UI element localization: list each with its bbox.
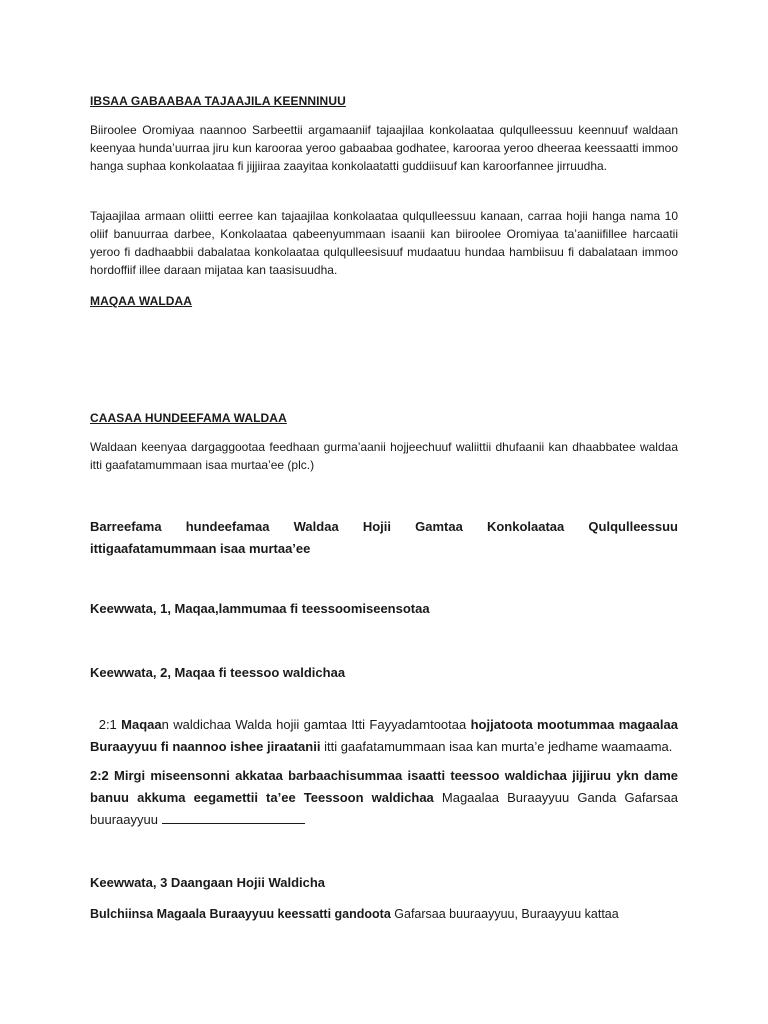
- title-word: Waldaa: [293, 519, 339, 534]
- paragraph-services: Tajaajilaa armaan oliitti eerree kan tajaajilaa konkolaataa qulqulleessuu kanaan, carraa hojii hanga nama 10 oliif banuurraa darbee, Konkolaataa qabeenyummaan isaanii kan biiroolee Oromiyaa ta’aaniifillee harcaatii yeroo fi dadhaabbii dabalataa konkolaataa qulqulleesisuuf mudaatuu hundaa hambiisuu fi dabalataan immoo hordoffiif illee daraan mijataa kan taasisuudha.: [90, 209, 678, 277]
- clause-text: itti gaafatamummaan isaa kan murta’e jedhame waamaama.: [324, 739, 673, 754]
- clause-text: n waldichaa Walda hojii gamtaa Itti Fayyadamtootaa: [161, 717, 467, 732]
- heading-maqaa-waldaa: MAQAA WALDAA: [90, 294, 193, 308]
- fill-in-blank-line: [162, 811, 305, 824]
- title-word: Barreefama: [90, 519, 162, 534]
- title-word: Qulqulleessuu: [588, 519, 678, 534]
- clause-text: Magaalaa Buraayyuu Ganda Gafarsaa buuraayyuu: [90, 790, 678, 827]
- clause-text: Gafarsaa buuraayyuu, Buraayyuu kattaa: [390, 907, 619, 921]
- clause-bold-text: 2:2 Mirgi miseensonni akkataa barbaachisummaa isaatti teessoo waldichaa jijjiruu ykn dame banuu akkuma eegamettii ta’ee Teessoon waldichaa: [90, 768, 678, 805]
- clause-bold-text: Bulchiinsa Magaala Buraayyuu keessatti gandoota: [90, 907, 391, 921]
- heading-ibsaa: IBSAA GABAABAA TAJAAJILA KEENNINUU: [90, 94, 346, 108]
- clause-2-1: [90, 714, 678, 758]
- clause-2-2: [90, 765, 678, 831]
- title-word: Konkolaataa: [486, 519, 565, 534]
- title-word: hundeefamaa: [185, 519, 270, 534]
- clause-bold-text: Maqaa: [121, 717, 162, 732]
- title-word: Gamtaa: [415, 519, 463, 534]
- clause-number: 2:1: [98, 717, 117, 732]
- paragraph-bulchiinsa: [90, 903, 678, 925]
- clause-bold-text: hojjatoota mootummaa magaalaa Buraayyuu fi naannoo ishee jiraatanii: [90, 717, 678, 754]
- title-line-2: ittigaafatamummaan isaa murtaa’ee: [90, 541, 311, 556]
- article-2-heading: Keewwata, 2, Maqaa fi teessoo waldichaa: [90, 665, 346, 680]
- article-3-heading: Keewwata, 3 Daangaan Hojii Waldicha: [90, 875, 326, 890]
- paragraph-intro: Biiroolee Oromiyaa naannoo Sarbeettii argamaaniif tajaajilaa konkolaataa qulqulleessuu keennuuf waldaan keenyaa hunda’uurraa jiru kun karooraa yeroo gabaabaa godhatee, karooraa yeroo dheeraa keessaatti immoo hanga suphaa konkolaataa fi jijjiiraa zaayitaa konkolaatatti guddiisuuf kan karoorfannee jirruudha.: [90, 123, 678, 173]
- title-word: Hojii: [362, 519, 391, 534]
- paragraph-caasaa: Waldaan keenyaa dargaggootaa feedhaan gurma’aanii hojjeechuuf waliittii dhufaanii kan dhaabbatee waldaa itti gaafatamummaan isaa murtaa’ee (plc.): [90, 440, 678, 472]
- article-1-heading: Keewwata, 1, Maqaa,lammumaa fi teessoomiseensotaa: [90, 601, 430, 616]
- heading-caasaa: CAASAA HUNDEEFAMA WALDAA: [90, 411, 287, 425]
- title-line-1: [90, 516, 678, 538]
- document-title: [90, 516, 678, 560]
